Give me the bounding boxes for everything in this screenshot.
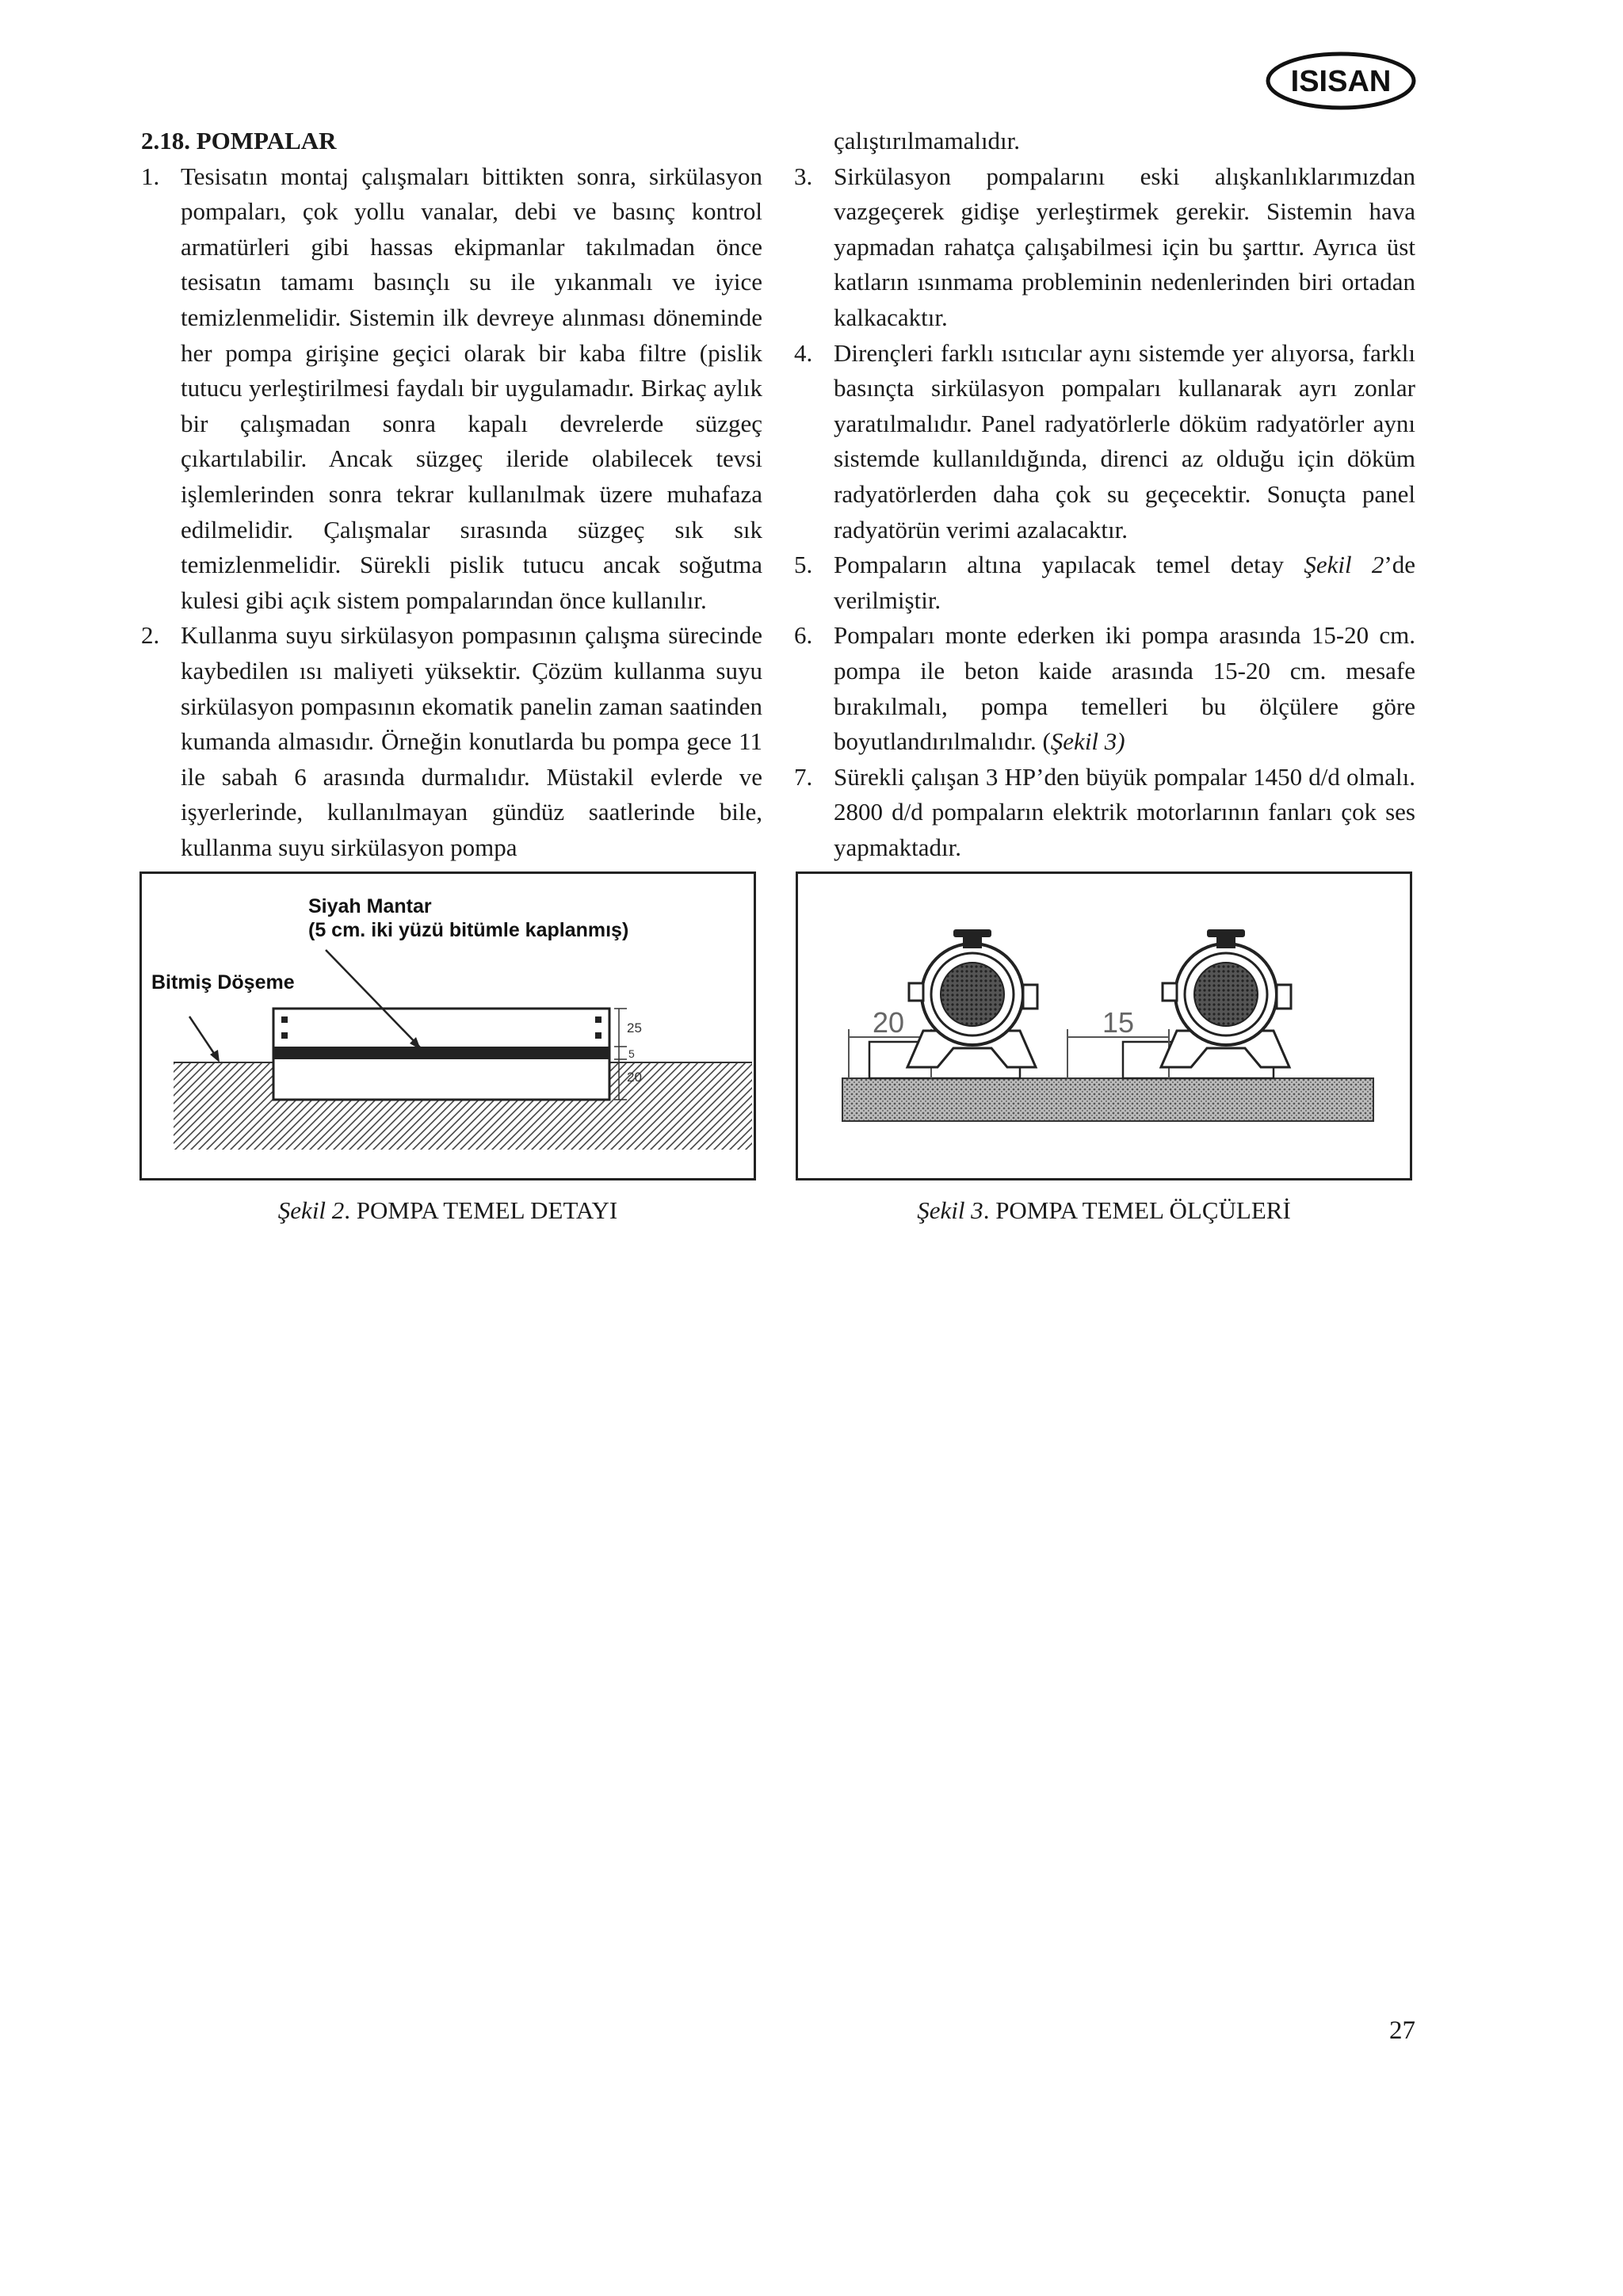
- pump-1: [907, 929, 1037, 1067]
- list-text: Dirençleri farklı ısıtıcılar aynı sistemde yer alıyorsa, farklı basınçta sirkülasyon pompaları kullanarak ayrı zonlar yaratılmalıdır. Panel radyatörlerle döküm radyatörler aynı sistemde kullanıldığında, direnci az olduğu için döküm radyatörlerden daha çok su geçecektir. Sonuçta panel radyatörün verimi azalacaktır.: [834, 338, 1415, 543]
- figure3-caption: [796, 1196, 1412, 1225]
- dim-top-label: 25: [627, 1020, 642, 1035]
- list-number: 1.: [141, 162, 160, 190]
- cork-label-line1: Siyah Mantar: [308, 895, 432, 917]
- text-before-ref: Pompaları monte ederken iki pompa arasında 15-20 cm. pompa ile beton kaide arasında 15-20 cm. mesafe bırakılmalı, pompa temelleri bu ölçülere göre boyutlandırılmalıdır. (: [834, 621, 1415, 756]
- list-item: [794, 547, 1415, 618]
- list-text: Kullanma suyu sirkülasyon pompasının çalışma sürecinde kaybedilen ısı maliyeti yüksektir. Çözüm kullanma suyu sirkülasyon pompasının ekomatik panelin zaman saatinden kumanda almasıdır. Örneğin konutlarda bu pompa gece 11 ile sabah 6 arasında durmalıdır. Müstakil evlerde ve işyerlerinde, kullanılmayan gündüz saatlerinde bile, kullanma suyu sirkülasyon pompa: [181, 621, 762, 861]
- caption-ref: Şekil 3: [917, 1196, 983, 1224]
- list-number: 2.: [141, 621, 160, 650]
- caption-text: . POMPA TEMEL DETAYI: [344, 1196, 618, 1224]
- list-text: Tesisatın montaj çalışmaları bittikten sonra, sirkülasyon pompaları, çok yollu vanalar, debi ve basınç kontrol armatürleri gibi hassas ekipmanlar takılmadan önce tesisatın tamamı basınçlı su ile yıkanmalı ve iyice temizlenmelidir. Sistemin ilk devreye alınması döneminde her pompa girişine geçici olarak bir kaba filtre (pislik tutucu yerleştirilmesi faydalı bir uygulamadır. Birkaç aylık bir çalışmadan sonra kapalı devrelerde süzgeç çıkartılabilir. Ancak süzgeç ileride olabilecek tevsi işlemlerinden sonra tekrar kullanılmak üzere muhafaza edilmelidir. Çalışmalar sırasında süzgeç sık sık temizlenmelidir. Sürekli pislik tutucu ancak soğutma kulesi gibi açık sistem pompalarından önce kullanılır.: [181, 162, 762, 614]
- figure-ref: Şekil 3): [1050, 727, 1125, 756]
- right-column: [794, 124, 1415, 865]
- section-title: 2.18. POMPALAR: [141, 127, 337, 154]
- list-number: 4.: [794, 338, 813, 367]
- anchor-bolt: [595, 1032, 601, 1039]
- cork-layer: [273, 1047, 609, 1059]
- floor-label: Bitmiş Döşeme: [151, 971, 295, 994]
- figure-pump-foundation-dimensions: [796, 871, 1412, 1180]
- list-item: [794, 618, 1415, 759]
- list-item: [794, 159, 1415, 336]
- list-item: [141, 159, 762, 619]
- figure-ref: Şekil 2: [1304, 551, 1384, 579]
- left-column: [141, 124, 762, 865]
- continuation-text: çalıştırılmamalıdır.: [834, 127, 1021, 154]
- dim-bottom-label: 20: [627, 1070, 642, 1085]
- ground-slab: [842, 1078, 1373, 1121]
- pump-2: [1161, 929, 1291, 1067]
- list-text: Sürekli çalışan 3 HP’den büyük pompalar 1450 d/d olmalı. 2800 d/d pompaların elektrik motorlarının fanları çok ses yapmaktadır.: [834, 762, 1415, 861]
- cork-label-line2: (5 cm. iki yüzü bitümle kaplanmış): [308, 919, 629, 941]
- list-number: 7.: [794, 762, 813, 791]
- caption-text: . POMPA TEMEL ÖLÇÜLERİ: [983, 1196, 1291, 1224]
- dim-left-label: 20: [872, 1006, 905, 1039]
- list-item: [794, 336, 1415, 548]
- dim-mid-label: 5: [628, 1047, 635, 1060]
- page-number: 27: [1389, 2016, 1415, 2045]
- list-number: 5.: [794, 551, 813, 579]
- list-text: [834, 547, 1415, 618]
- text-after-ref: ’de verilmiştir.: [834, 551, 1416, 614]
- list-number: 6.: [794, 621, 813, 650]
- logo-text: ISISAN: [1290, 65, 1392, 98]
- list-number: 3.: [794, 162, 813, 190]
- foundation-dimensions-drawing: [798, 874, 1410, 1178]
- anchor-bolt: [281, 1032, 288, 1039]
- list-text: Sirkülasyon pompalarını eski alışkanlıklarımızdan vazgeçerek gidişe yerleştirmek gerekir. Sistemin hava yapmadan rahatça çalışabilmesi için bu şarttır. Ayrıca üst katların ısınmama probleminin nedenlerinden biri ortadan kalkacaktır.: [834, 162, 1415, 331]
- caption-ref: Şekil 2: [277, 1196, 345, 1224]
- dim-between-label: 15: [1102, 1006, 1135, 1039]
- anchor-bolt: [281, 1016, 288, 1023]
- brand-logo: [1265, 49, 1417, 113]
- figure2-caption: [139, 1196, 756, 1225]
- anchor-bolt: [595, 1016, 601, 1023]
- figure-pump-foundation-detail: [139, 871, 756, 1180]
- list-text: [834, 618, 1415, 759]
- list-item: [141, 618, 762, 865]
- text-before-ref: Pompaların altına yapılacak temel detay: [834, 551, 1304, 579]
- list-item: [794, 760, 1415, 866]
